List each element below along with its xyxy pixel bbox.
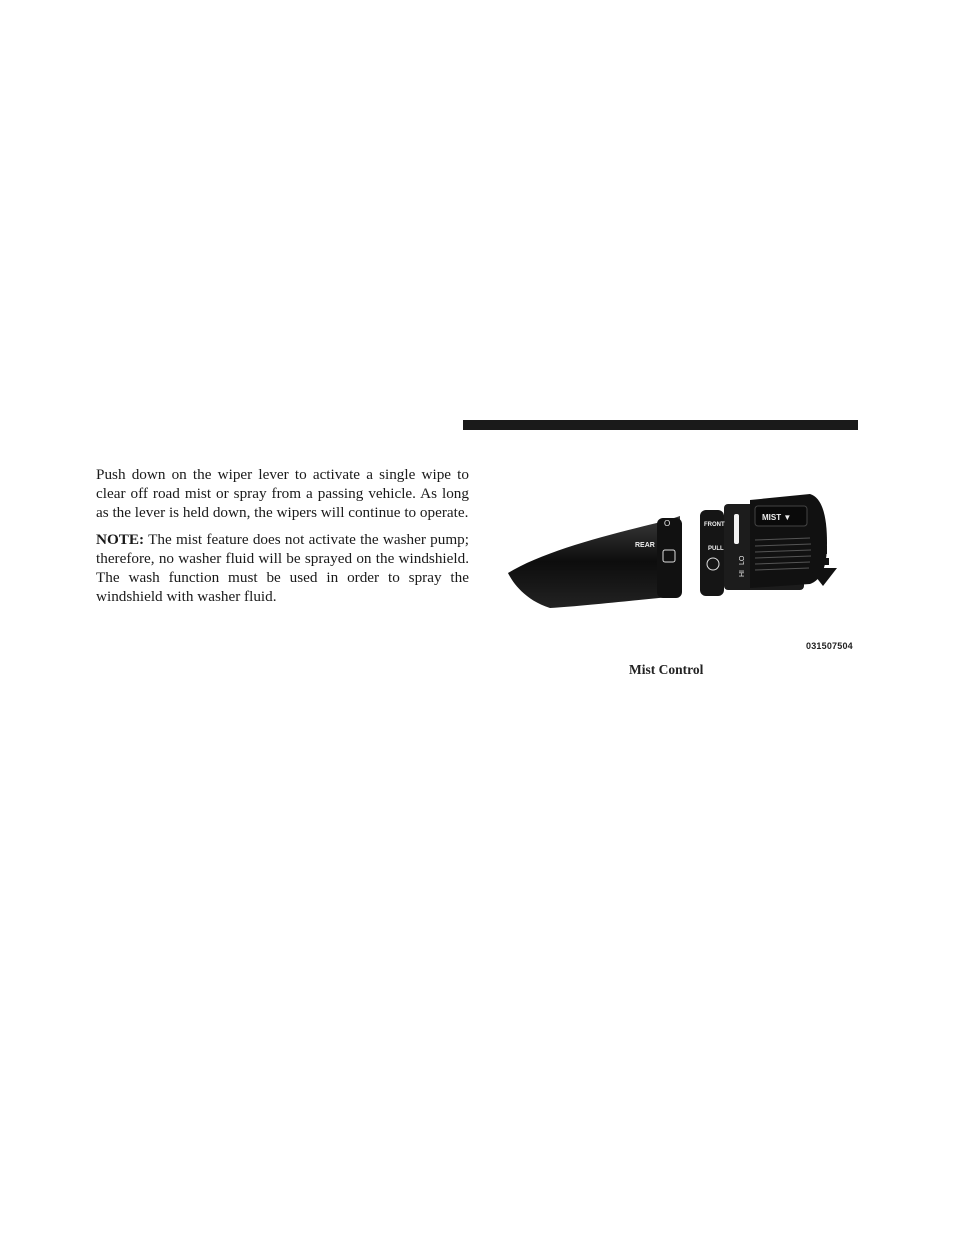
note-text: The mist feature does not activate the washer pump; therefore, no washer fluid will be sprayed on the windshield. The wash function must be used in order to spray the windshield with washer fluid. xyxy=(96,531,469,605)
pull-label: PULL xyxy=(708,546,724,552)
note-paragraph xyxy=(96,530,469,606)
front-label: FRONT xyxy=(704,522,725,528)
position-indicator xyxy=(734,514,739,544)
hi-label: HI xyxy=(739,570,746,577)
wiper-lever-drawing xyxy=(505,488,859,638)
body-text-column xyxy=(96,465,469,614)
section-rule xyxy=(463,420,858,430)
rear-wiper-ring xyxy=(657,518,682,598)
lo-label: LO xyxy=(739,555,746,565)
mist-label: MIST ▼ xyxy=(762,513,792,522)
note-label: NOTE: xyxy=(96,531,145,548)
paragraph-mist-description: Push down on the wiper lever to activate a single wipe to clear off road mist or spray from a passing vehicle. As long as the lever is held down, the wipers will continue to operate. xyxy=(96,466,469,521)
mist-control-illustration xyxy=(505,488,859,658)
figure-caption: Mist Control xyxy=(629,662,704,677)
off-label: O xyxy=(664,519,671,528)
lever-body xyxy=(508,516,680,608)
rear-label: REAR xyxy=(635,542,655,549)
figure-code: 031507504 xyxy=(806,641,853,651)
